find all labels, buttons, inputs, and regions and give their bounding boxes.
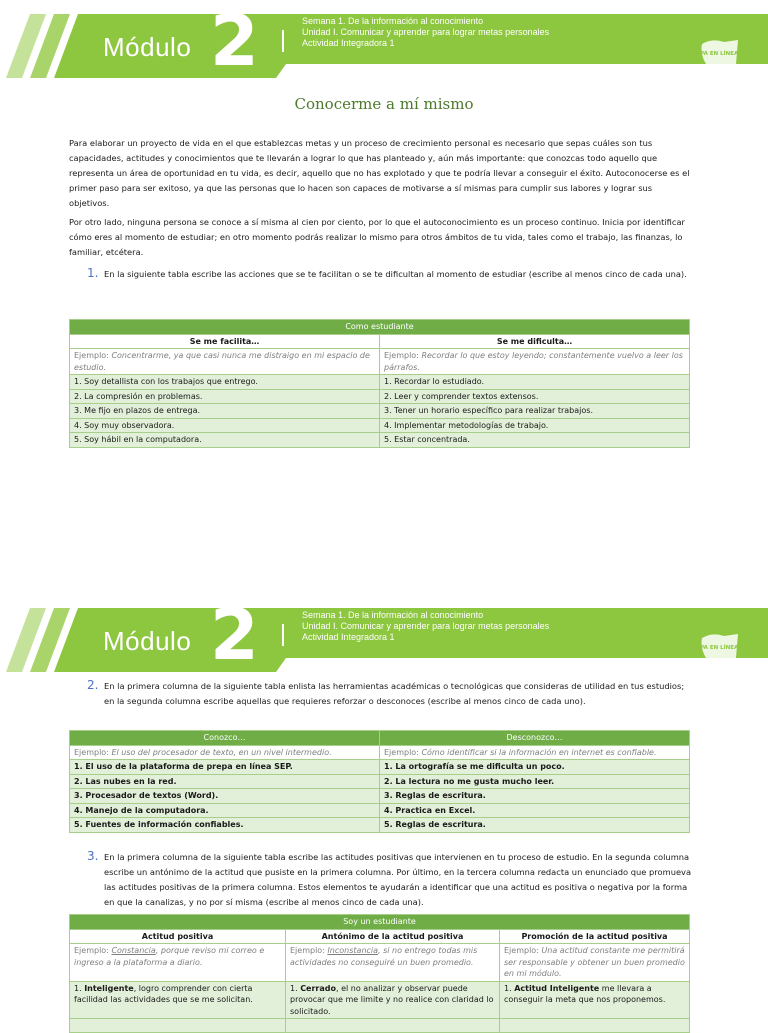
table-cell[interactable]: 1. La ortografía se me dificulta un poco. [380,760,690,775]
table-row [70,375,690,390]
column-header-know: Conozco… [70,731,380,746]
table-cell[interactable]: 2. La compresión en problemas. [70,389,380,404]
table-row [70,1019,690,1033]
table-cell[interactable]: 1. Soy detallista con los trabajos que entrego. [70,375,380,390]
header-unit: Unidad I. Comunicar y aprender para lograr metas personales [302,621,550,631]
header-week: Semana 1. De la información al conocimiento [302,610,484,620]
module-banner [0,0,768,82]
table-row [70,981,690,1019]
example-cell: Ejemplo: Cómo identificar si la información en internet es confiable. [380,745,690,760]
table-cell[interactable]: 4. Implementar metodologías de trabajo. [380,418,690,433]
table-cell[interactable]: 3. Reglas de escritura. [380,789,690,804]
table-attitudes [69,914,690,1033]
table-cell[interactable]: 2. Las nubes en la red. [70,774,380,789]
column-header-antonym: Antónimo de la actitud positiva [286,929,500,944]
table-cell[interactable]: 3. Tener un horario específico para realizar trabajos. [380,404,690,419]
module-label: Módulo [103,32,192,62]
table-row [70,404,690,419]
table-as-student [69,319,690,448]
column-header-dont-know: Desconozco… [380,731,690,746]
prepa-en-linea-sep-logo [688,38,752,68]
question-3-number: 3. [87,849,99,863]
module-label: Módulo [103,626,192,656]
module-number: 2 [210,594,259,676]
logo-text: PREPA EN LÍNEA SEP [688,51,752,57]
table-row [70,818,690,833]
question-3-text: En la primera columna de la siguiente tabla escribe las actitudes positivas que intervienen en tu proceso de estudio. En la segunda columna escribe un antónimo de la actitud que pusiste en la primera columna. Por último, en la tercera columna redacta un enunciado que promueva las actitudes positivas de la primera columna. Estos elementos te ayudarán a identificar que una actitud es positiva o negativa por la forma en que la canalizas, y no por sí misma (escribe al menos cinco de cada una). [104,852,692,907]
table-row [70,389,690,404]
header-info [302,610,549,643]
table-cell[interactable]: 4. Practica en Excel. [380,803,690,818]
table-cell[interactable]: 3. Me fijo en plazos de entrega. [70,404,380,419]
header-info [302,16,549,49]
header-unit: Unidad I. Comunicar y aprender para lograr metas personales [302,27,550,37]
intro-paragraph-2: Por otro lado, ninguna persona se conoce a sí misma al cien por ciento, por lo que el autoconocimiento es un proceso continuo. Inicia por identificar cómo eres al momento de estudiar; en otro momento podrás realizar lo mismo para otros ámbitos de tu vida, tales como el trabajo, las finanzas, lo familiar, etcétera. [69,217,685,257]
column-header-hard: Se me dificulta… [380,334,690,349]
example-cell: Ejemplo: El uso del procesador de texto, en un nivel intermedio. [70,745,380,760]
header-divider [282,624,284,646]
table-cell[interactable]: 2. La lectura no me gusta mucho leer. [380,774,690,789]
table-cell[interactable] [70,1019,286,1033]
example-cell: Ejemplo: Una actitud constante me permitirá ser responsable y obtener un buen promedio en mi módulo. [500,944,690,982]
table-cell[interactable]: 4. Manejo de la computadora. [70,803,380,818]
table-cell[interactable] [286,1019,500,1033]
table-cell[interactable]: 5. Estar concentrada. [380,433,690,448]
table-row [70,789,690,804]
table-row [70,760,690,775]
column-header-easy: Se me facilita… [70,334,380,349]
table-row [70,418,690,433]
table-cell[interactable]: 1. Cerrado, el no analizar y observar puede provocar que me limite y no realice con claridad lo solicitado. [286,981,500,1019]
module-banner-page-2 [0,594,768,676]
table-cell[interactable]: 1. Inteligente, logro comprender con cierta facilidad las actividades que se me solicitan. [70,981,286,1019]
table-know-dont-know [69,730,690,833]
table-cell[interactable]: 5. Fuentes de información confiables. [70,818,380,833]
table-cell[interactable]: 1. Recordar lo estudiado. [380,375,690,390]
logo-text: PREPA EN LÍNEA SEP [688,645,752,651]
question-2-number: 2. [87,678,99,692]
question-1-text: En la siguiente tabla escribe las acciones que se te facilitan o se te dificultan al momento de estudiar (escribe al menos cinco de cada una). [104,269,687,279]
table-cell[interactable]: 3. Procesador de textos (Word). [70,789,380,804]
module-number: 2 [210,0,259,82]
column-header-promotion: Promoción de la actitud positiva [500,929,690,944]
table-title: Como estudiante [70,320,690,335]
header-activity: Actividad Integradora 1 [302,632,395,642]
example-cell: Ejemplo: Inconstancia, si no entrego todas mis actividades no conseguiré un buen promedio. [286,944,500,982]
header-divider [282,30,284,52]
table-row [70,803,690,818]
prepa-en-linea-sep-logo [688,632,752,662]
column-header-positive: Actitud positiva [70,929,286,944]
table-cell[interactable]: 1. El uso de la plataforma de prepa en línea SEP. [70,760,380,775]
page-title: Conocerme a mí mismo [294,95,474,113]
example-cell: Ejemplo: Recordar lo que estoy leyendo; constantemente vuelvo a leer los párrafos. [380,349,690,375]
table-cell[interactable]: 1. Actitud Inteligente me llevara a conseguir la meta que nos proponemos. [500,981,690,1019]
table-cell[interactable]: 2. Leer y comprender textos extensos. [380,389,690,404]
example-cell: Ejemplo: Concentrarme, ya que casi nunca me distraigo en mi espacio de estudio. [70,349,380,375]
table-row [70,433,690,448]
table-cell[interactable] [500,1019,690,1033]
question-1-number: 1. [87,266,99,280]
table-row [70,774,690,789]
example-cell: Ejemplo: Constancia, porque reviso mi correo e ingreso a la plataforma a diario. [70,944,286,982]
table-cell[interactable]: 5. Soy hábil en la computadora. [70,433,380,448]
table-title: Soy un estudiante [70,915,690,930]
table-cell[interactable]: 4. Soy muy observadora. [70,418,380,433]
header-activity: Actividad Integradora 1 [302,38,395,48]
intro-paragraph-1: Para elaborar un proyecto de vida en el que establezcas metas y un proceso de crecimiento personal es necesario que sepas cuáles son tus capacidades, actitudes y conocimientos que te llevarán a lograr lo que has planteado y, aún más importante: que conozcas todo aquello que representa un área de oportunidad en tu vida, es decir, aquello que no has explotado y que te podría llevar a conseguir el éxito. Autoconocerse es el primer paso para ser exitoso, ya que las personas que lo hacen son capaces de motivarse a sí mismas para cumplir sus labores y lograr sus objetivos. [69,138,690,208]
table-cell[interactable]: 5. Reglas de escritura. [380,818,690,833]
header-week: Semana 1. De la información al conocimiento [302,16,484,26]
question-2-text: En la primera columna de la siguiente tabla enlista las herramientas académicas o tecnológicas que consideras de utilidad en tus estudios; en la segunda columna escribe aquellas que requieres reforzar o desconoces (escribe al menos cinco de cada uno). [104,681,685,706]
